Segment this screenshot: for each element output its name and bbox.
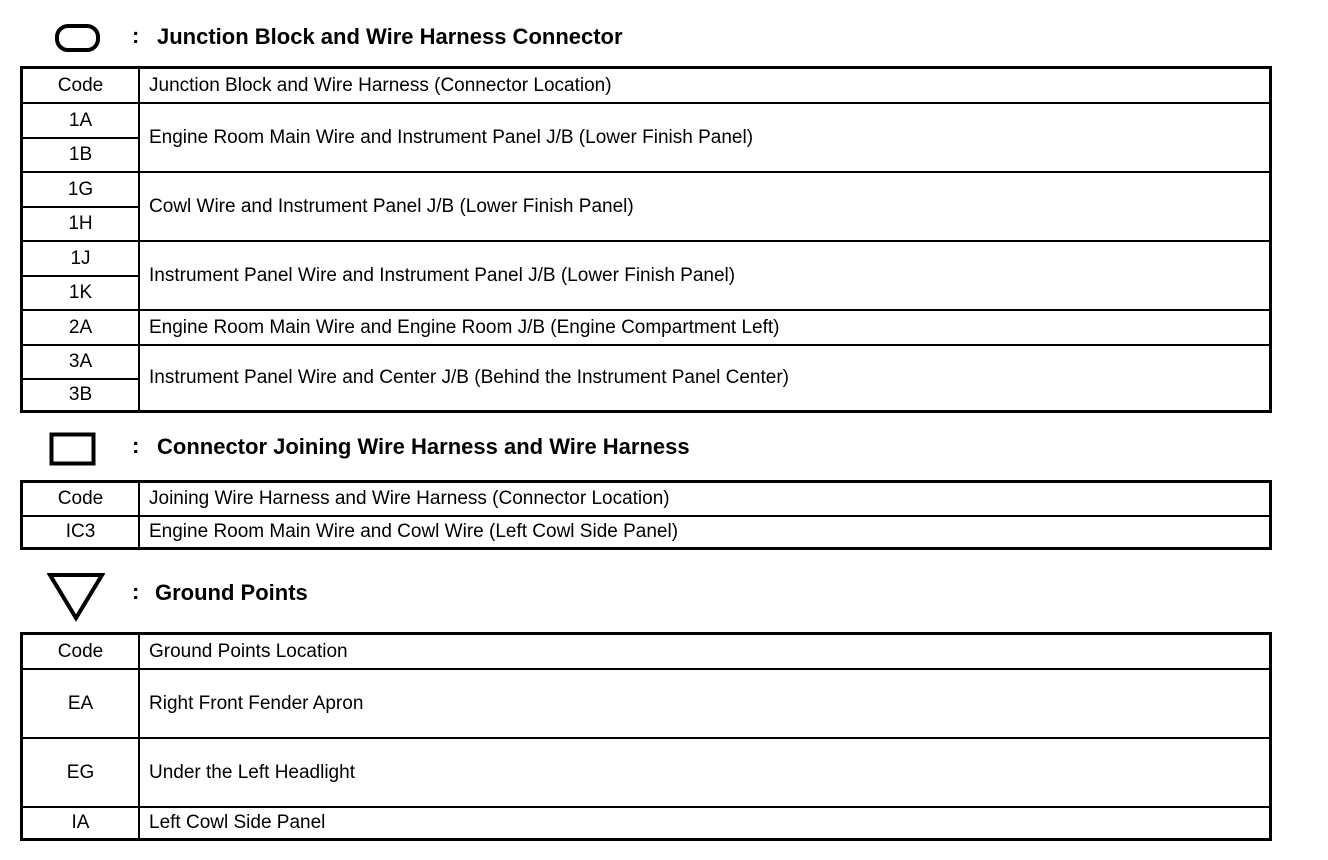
rectangle-icon	[49, 432, 97, 467]
location-cell: Instrument Panel Wire and Instrument Panel J/B (Lower Finish Panel)	[139, 241, 1271, 310]
location-cell: Engine Room Main Wire and Instrument Panel J/B (Lower Finish Panel)	[139, 103, 1271, 172]
code-cell: EA	[22, 669, 140, 738]
code-header: Code	[22, 634, 140, 669]
code-cell: 1K	[22, 276, 140, 310]
code-cell: 1J	[22, 241, 140, 276]
code-cell: IC3	[22, 516, 140, 549]
table-row	[22, 345, 1271, 379]
location-cell: Cowl Wire and Instrument Panel J/B (Lower Finish Panel)	[139, 172, 1271, 241]
code-cell: 1G	[22, 172, 140, 207]
code-cell: 1B	[22, 138, 140, 172]
code-cell: 3A	[22, 345, 140, 379]
table-row	[22, 807, 1271, 840]
section-header-ground-points	[0, 568, 1328, 616]
location-cell: Under the Left Headlight	[139, 738, 1271, 807]
table-header-row	[22, 634, 1271, 669]
rounded-rectangle-icon	[54, 23, 102, 53]
code-cell: 2A	[22, 310, 140, 345]
code-header: Code	[22, 482, 140, 516]
table-header-row	[22, 68, 1271, 103]
junction-block-table	[20, 66, 1272, 413]
location-header: Ground Points Location	[139, 634, 1271, 669]
code-cell: 3B	[22, 379, 140, 412]
location-cell: Engine Room Main Wire and Cowl Wire (Left Cowl Side Panel)	[139, 516, 1271, 549]
code-cell: 1A	[22, 103, 140, 138]
section-title: Ground Points	[155, 580, 308, 605]
section-colon: :	[132, 23, 140, 48]
location-header: Junction Block and Wire Harness (Connector Location)	[139, 68, 1271, 103]
table-row	[22, 738, 1271, 807]
section-header-junction-block	[0, 13, 1328, 61]
code-cell: EG	[22, 738, 140, 807]
location-header: Joining Wire Harness and Wire Harness (Connector Location)	[139, 482, 1271, 516]
table-row	[22, 516, 1271, 549]
table-row	[22, 172, 1271, 207]
ground-triangle-icon	[47, 571, 105, 623]
code-header: Code	[22, 68, 140, 103]
location-cell: Instrument Panel Wire and Center J/B (Behind the Instrument Panel Center)	[139, 345, 1271, 412]
section-header-connector-joining	[0, 423, 1328, 471]
code-cell: IA	[22, 807, 140, 840]
location-cell: Right Front Fender Apron	[139, 669, 1271, 738]
section-title: Junction Block and Wire Harness Connector	[157, 24, 623, 49]
table-row	[22, 103, 1271, 138]
section-colon: :	[132, 579, 140, 604]
location-cell: Left Cowl Side Panel	[139, 807, 1271, 840]
location-cell: Engine Room Main Wire and Engine Room J/B (Engine Compartment Left)	[139, 310, 1271, 345]
connector-joining-table	[20, 480, 1272, 550]
table-row	[22, 310, 1271, 345]
section-title: Connector Joining Wire Harness and Wire Harness	[157, 434, 690, 459]
table-row	[22, 669, 1271, 738]
code-cell: 1H	[22, 207, 140, 241]
table-row	[22, 241, 1271, 276]
ground-points-table	[20, 632, 1272, 841]
table-header-row	[22, 482, 1271, 516]
section-colon: :	[132, 433, 140, 458]
